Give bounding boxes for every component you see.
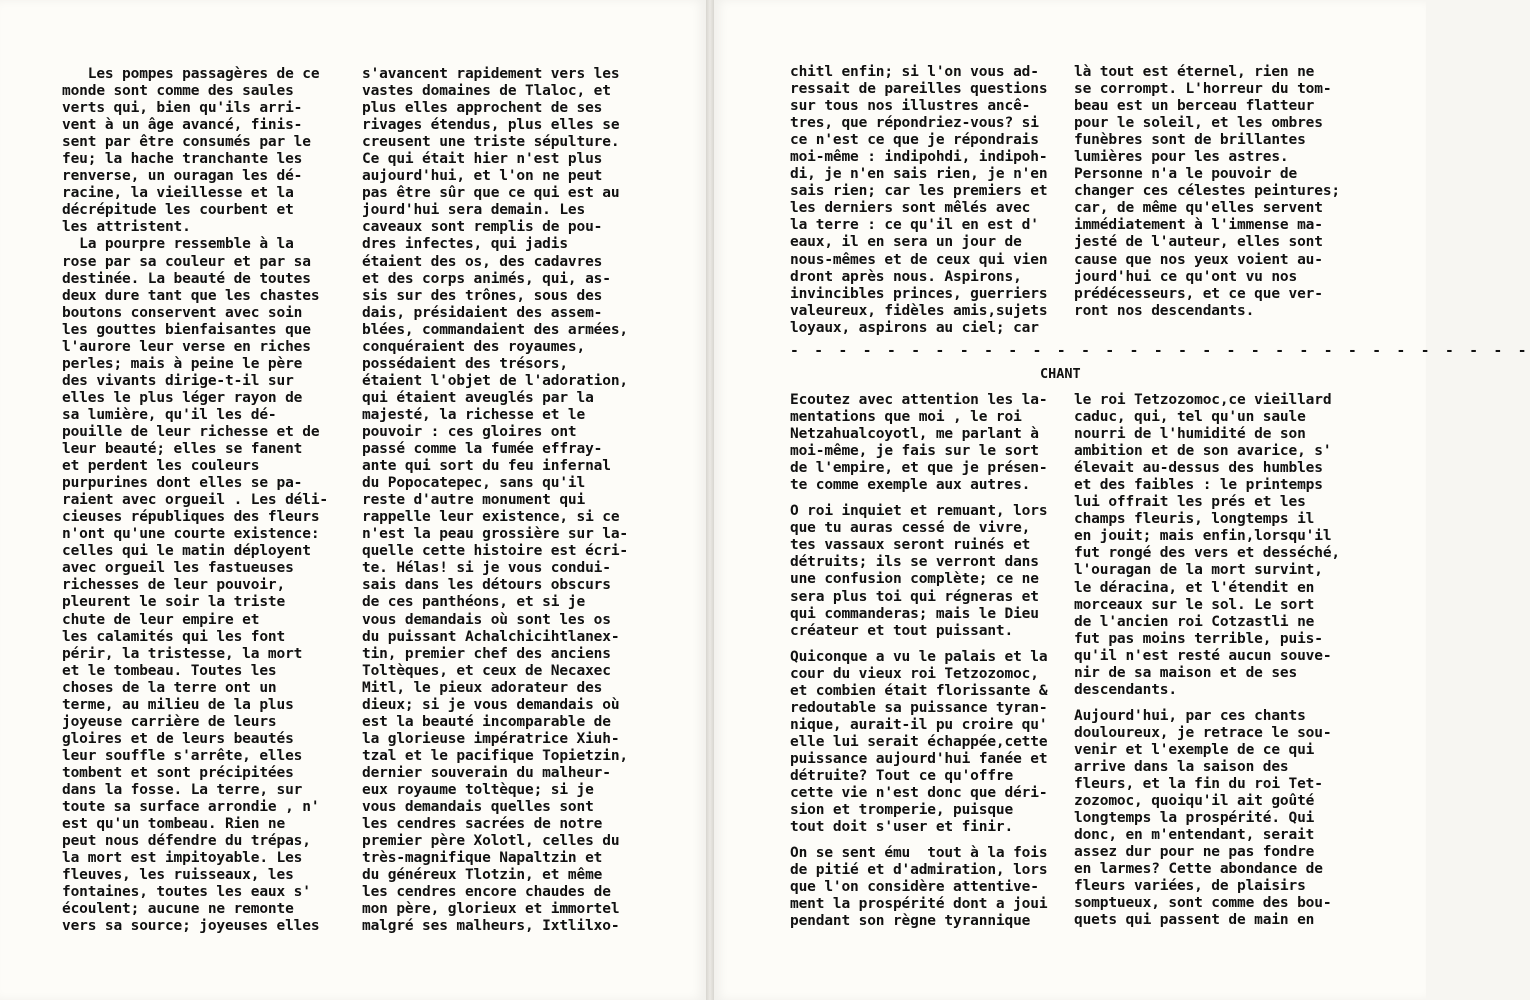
text-line: plus elles approchent de ses [362, 100, 603, 117]
text-line: lui offrait les prés et les [1074, 494, 1306, 511]
text-line: cause que nos yeux voient au- [1074, 251, 1323, 268]
text-line: est la beauté incomparable de [362, 713, 611, 730]
text-line: O roi inquiet et remuant, lors [790, 503, 1048, 520]
text-line: créateur et tout puissant. [790, 622, 1014, 639]
text-line: fut pas moins terrible, puis- [1074, 630, 1323, 647]
text-line: très-magnifique Napaltzin et [362, 850, 603, 867]
text-line: de pitié et d'admiration, lors [790, 862, 1048, 879]
text-line: donc, en m'entendant, serait [1074, 827, 1315, 844]
text-line: le roi Tetzozomoc,ce vieillard [1074, 392, 1332, 408]
text-line: qu'il n'est resté aucun souve- [1074, 647, 1332, 664]
text-line: étaient l'objet de l'adoration, [362, 372, 628, 389]
paragraph-gap [790, 640, 1047, 649]
text-line: vent à un âge avancé, finis- [62, 117, 303, 134]
right-column-2-top [1074, 64, 1340, 320]
text-line: moi-même : indipohdi, indipoh- [790, 149, 1048, 166]
text-line: descendants. [1074, 681, 1177, 698]
paragraph-gap [790, 494, 1047, 503]
text-line: choses de la terre ont un [62, 679, 277, 696]
text-line: et des corps animés, qui, as- [362, 270, 611, 287]
text-line: venir et l'exemple de ce qui [1074, 741, 1315, 758]
text-line: mentations que moi , le roi [790, 409, 1022, 426]
text-line: lumières pour les astres. [1074, 149, 1289, 166]
text-line: te comme exemple aux autres. [790, 477, 1031, 494]
text-line: là tout est éternel, rien ne [1074, 64, 1315, 80]
text-line: tin, premier chef des anciens [362, 645, 611, 662]
text-line: chitl enfin; si l'on vous ad- [790, 64, 1039, 80]
text-line: fleurs variées, de plaisirs [1074, 878, 1306, 895]
text-line: Personne n'a le pouvoir de [1074, 166, 1298, 183]
text-line: gloires et de leurs beautés [62, 730, 294, 747]
text-line: boutons conservent avec soin [62, 304, 303, 321]
text-line: eaux, il en sera un jour de [790, 234, 1022, 251]
text-line: dres infectes, qui jadis [362, 236, 568, 253]
text-line: nourri de l'humidité de son [1074, 426, 1306, 443]
text-line: dieux; si je vous demandais où [362, 696, 620, 713]
text-line: les attristent. [62, 219, 191, 236]
text-line: eux royaume toltèque; si je [362, 781, 594, 798]
text-line: pouille de leur richesse et de [62, 423, 320, 440]
text-line: la terre : ce qu'il en est d' [790, 217, 1039, 234]
text-line: verts qui, bien qu'ils arri- [62, 100, 303, 117]
text-line: loyaux, aspirons au ciel; car [790, 319, 1039, 336]
text-line: valeureux, fidèles amis,sujets [790, 302, 1048, 319]
text-line: invincibles princes, guerriers [790, 285, 1048, 302]
text-line: assez dur pour ne pas fondre [1074, 844, 1315, 861]
text-line: Mitl, le pieux adorateur des [362, 679, 603, 696]
text-line: zozomoc, quoiqu'il ait goûté [1074, 793, 1315, 810]
text-line: sa lumière, qu'il les dé- [62, 406, 277, 423]
text-line: renverse, un ouragan les dé- [62, 168, 303, 185]
text-line: arrive dans la saison des [1074, 758, 1289, 775]
text-line: détruite? Tout ce qu'offre [790, 767, 1014, 784]
text-line: mon père, glorieux et immortel [362, 901, 620, 918]
text-line: et le tombeau. Toutes les [62, 662, 277, 679]
text-line: cour du vieux roi Tetzozomoc, [790, 665, 1039, 682]
text-line: rivages étendus, plus elles se [362, 117, 620, 134]
text-line: étaient des os, des cadavres [362, 253, 603, 270]
text-line: premier père Xolotl, celles du [362, 833, 620, 850]
text-line: blées, commandaient des armées, [362, 321, 628, 338]
text-line: et perdent les couleurs [62, 458, 260, 475]
text-line: dans la fosse. La terre, sur [62, 781, 303, 798]
book-gutter [706, 0, 714, 1000]
text-line: l'ouragan de la mort survint, [1074, 562, 1323, 579]
text-line: redoutable sa puissance tyran- [790, 699, 1048, 716]
text-line: nique, aurait-il pu croire qu' [790, 716, 1048, 733]
text-line: leur beauté; elles se fanent [62, 441, 303, 458]
text-line: Toltèques, et ceux de Necaxec [362, 662, 611, 679]
text-line: rappelle leur existence, si ce [362, 509, 620, 526]
text-line: avec orgueil les fastueuses [62, 560, 294, 577]
text-line: leur souffle s'arrête, elles [62, 747, 303, 764]
text-line: Netzahualcoyotl, me parlant à [790, 426, 1039, 443]
text-line: ante qui sort du feu infernal [362, 458, 611, 475]
text-line: les gouttes bienfaisantes que [62, 321, 311, 338]
text-line: nous-mêmes et de ceux qui vien [790, 251, 1048, 268]
text-line: du généreux Tlotzin, et même [362, 867, 603, 884]
text-line: cieuses républiques des fleurs [62, 509, 320, 526]
text-line: richesses de leur pouvoir, [62, 577, 286, 594]
right-column-2-bottom [1074, 392, 1340, 929]
text-line: n'ont qu'une courte existence: [62, 526, 320, 543]
text-line: ambition et de son avarice, s' [1074, 443, 1332, 460]
text-line: elles le plus léger rayon de [62, 389, 303, 406]
text-line: vous demandais quelles sont [362, 799, 594, 816]
text-line: dront après nous. Aspirons, [790, 268, 1022, 285]
text-line: élevait au-dessus des humbles [1074, 460, 1323, 477]
text-line: majesté, la richesse et le [362, 406, 586, 423]
text-line: sais dans les détours obscurs [362, 577, 611, 594]
text-line: Quiconque a vu le palais et la [790, 648, 1048, 665]
text-line: ront nos descendants. [1074, 302, 1255, 319]
text-line: que tu auras cessé de vivre, [790, 520, 1031, 537]
text-line: di, je n'en sais rien, je n'en [790, 166, 1048, 183]
left-column-1 [62, 66, 328, 935]
text-line: toute sa surface arrondie , n' [62, 799, 320, 816]
text-line: caduc, qui, tel qu'un saule [1074, 409, 1306, 426]
text-line: détruits; ils se verront dans [790, 554, 1039, 571]
text-line: pas être sûr que ce qui est au [362, 185, 620, 202]
text-line: te. Hélas! si je vous condui- [362, 560, 611, 577]
text-line: fontaines, toutes les eaux s' [62, 884, 311, 901]
text-line: sis sur des trônes, sous des [362, 287, 603, 304]
text-line: n'est la peau grossière sur la- [362, 526, 628, 543]
text-line: fleurs, et la fin du roi Tet- [1074, 776, 1323, 793]
text-line: conquéraient des royaumes, [362, 338, 586, 355]
text-line: du puissant Achalchicihtlanex- [362, 628, 620, 645]
text-line: car, de même qu'elles servent [1074, 200, 1323, 217]
text-line: le déracina, et l'étendit en [1074, 579, 1315, 596]
text-line: les cendres encore chaudes de [362, 884, 611, 901]
text-line: la glorieuse impératrice Xiuh- [362, 730, 620, 747]
text-line: morceaux sur le sol. Le sort [1074, 596, 1315, 613]
text-line: joyeuse carrière de leurs [62, 713, 277, 730]
text-line: malgré ses malheurs, Ixtlilxo- [362, 918, 620, 935]
text-line: celles qui le matin déployent [62, 543, 311, 560]
text-line: se corrompt. L'horreur du tom- [1074, 81, 1332, 98]
text-line: peut nous défendre du trépas, [62, 833, 311, 850]
text-line: tres, que répondriez-vous? si [790, 115, 1039, 132]
text-line: douloureux, je retrace le sou- [1074, 724, 1332, 741]
text-line: destinée. La beauté de toutes [62, 270, 311, 287]
section-title: CHANT [1040, 366, 1081, 382]
text-line: sur tous nos illustres ancê- [790, 98, 1031, 115]
text-line: jourd'hui sera demain. Les [362, 202, 586, 219]
paragraph-gap [790, 836, 1047, 845]
text-line: dernier souverain du malheur- [362, 764, 611, 781]
text-line: Aujourd'hui, par ces chants [1074, 707, 1306, 724]
text-line: et combien était florissante & [790, 682, 1048, 699]
text-line: On se sent ému tout à la fois [790, 845, 1048, 862]
text-line: raient avec orgueil . Les déli- [62, 492, 328, 509]
right-column-1-bottom [790, 392, 1047, 930]
text-line: quets qui passent de main en [1074, 912, 1315, 929]
text-line: l'aurore leur verse en riches [62, 338, 311, 355]
text-line: les calamités qui les font [62, 628, 286, 645]
text-line: cette vie n'est donc que déri- [790, 785, 1048, 802]
text-line: pour le soleil, et les ombres [1074, 115, 1323, 132]
text-line: des vivants dirige-t-il sur [62, 372, 294, 389]
text-line: reste d'autre monument qui [362, 492, 586, 509]
text-line: moi-même, je fais sur le sort [790, 443, 1039, 460]
text-line: possédaient des trésors, [362, 355, 568, 372]
text-line: est qu'un tombeau. Rien ne [62, 816, 286, 833]
text-line: vers sa source; joyeuses elles [62, 918, 320, 935]
text-line: Ecoutez avec attention les la- [790, 392, 1048, 408]
text-line: monde sont comme des saules [62, 83, 294, 100]
text-line: de l'ancien roi Cotzastli ne [1074, 613, 1315, 630]
text-line: de l'empire, et que je présen- [790, 460, 1048, 477]
text-line: décrépitude les courbent et [62, 202, 294, 219]
text-line: dais, présidaient des assem- [362, 304, 603, 321]
text-line: ce n'est ce que je répondrais [790, 132, 1039, 149]
text-line: les cendres sacrées de notre [362, 816, 603, 833]
text-line: quelle cette histoire est écri- [362, 543, 628, 560]
text-line: et des faibles : le printemps [1074, 477, 1323, 494]
section-separator: - - - - - - - - - - - - - - - - - - - - - - - - - - - - - - - [790, 343, 1530, 359]
text-line: perles; mais à peine le père [62, 355, 303, 372]
text-line: pouvoir : ces gloires ont [362, 423, 577, 440]
text-line: chute de leur empire et [62, 611, 260, 628]
text-line: en larmes? Cette abondance de [1074, 861, 1323, 878]
text-line: vastes domaines de Tlaloc, et [362, 83, 611, 100]
text-line: La pourpre ressemble à la [62, 236, 294, 253]
text-line: jourd'hui ce qu'ont vu nos [1074, 268, 1298, 285]
text-line: les derniers sont mêlés avec [790, 200, 1031, 217]
paragraph-gap [1074, 699, 1340, 708]
text-line: prédécesseurs, et ce que ver- [1074, 285, 1323, 302]
text-line: puissance aujourd'hui fanée et [790, 750, 1048, 767]
text-line: feu; la hache tranchante les [62, 151, 303, 168]
text-line: sion et tromperie, puisque [790, 802, 1014, 819]
text-line: caveaux sont remplis de pou- [362, 219, 603, 236]
text-line: sais rien; car les premiers et [790, 183, 1048, 200]
text-line: ressait de pareilles questions [790, 81, 1048, 98]
text-line: racine, la vieillesse et la [62, 185, 294, 202]
text-line: rose par sa couleur et par sa [62, 253, 311, 270]
text-line: tes vassaux seront ruinés et [790, 537, 1031, 554]
text-line: champs fleuris, longtemps il [1074, 511, 1315, 528]
text-line: en jouit; mais enfin,lorsqu'il [1074, 528, 1332, 545]
text-line: Les pompes passagères de ce [62, 66, 320, 82]
text-line: deux dure tant que les chastes [62, 287, 320, 304]
text-line: funèbres sont de brillantes [1074, 132, 1306, 149]
text-line: périr, la tristesse, la mort [62, 645, 303, 662]
text-line: sent par être consumés par le [62, 134, 311, 151]
text-line: vous demandais où sont les os [362, 611, 611, 628]
text-line: fut rongé des vers et desséché, [1074, 545, 1340, 562]
text-line: une confusion complète; ce ne [790, 571, 1039, 588]
text-line: qui étaient aveuglés par la [362, 389, 594, 406]
text-line: creusent une triste sépulture. [362, 134, 620, 151]
text-line: sera plus toi qui régneras et [790, 588, 1039, 605]
right-column-1-top [790, 64, 1047, 337]
text-line: passé comme la fumée effray- [362, 441, 603, 458]
text-line: nir de sa maison et de ses [1074, 664, 1298, 681]
text-line: elle lui serait échappée,cette [790, 733, 1048, 750]
text-line: que l'on considère attentive- [790, 879, 1039, 896]
text-line: pendant son règne tyrannique [790, 913, 1031, 930]
text-line: changer ces célestes peintures; [1074, 183, 1340, 200]
text-line: aujourd'hui, et l'on ne peut [362, 168, 603, 185]
text-line: tzal et le pacifique Topietzin, [362, 747, 628, 764]
text-line: fleuves, les ruisseaux, les [62, 867, 294, 884]
text-line: écoulent; aucune ne remonte [62, 901, 294, 918]
text-line: s'avancent rapidement vers les [362, 66, 620, 82]
text-line: immédiatement à l'immense ma- [1074, 217, 1323, 234]
text-line: somptueux, sont comme des bou- [1074, 895, 1332, 912]
text-line: du Popocatepec, sans qu'il [362, 475, 586, 492]
text-line: de ces panthéons, et si je [362, 594, 586, 611]
left-column-2 [362, 66, 628, 935]
text-line: longtemps la prospérité. Qui [1074, 810, 1315, 827]
text-line: ment la prospérité dont a joui [790, 896, 1048, 913]
text-line: qui commanderas; mais le Dieu [790, 605, 1039, 622]
text-line: Ce qui était hier n'est plus [362, 151, 603, 168]
text-line: terme, au milieu de la plus [62, 696, 294, 713]
text-line: beau est un berceau flatteur [1074, 98, 1315, 115]
text-line: tout doit s'user et finir. [790, 819, 1014, 836]
text-line: purpurines dont elles se pa- [62, 475, 303, 492]
text-line: jesté de l'auteur, elles sont [1074, 234, 1323, 251]
text-line: la mort est impitoyable. Les [62, 850, 303, 867]
text-line: tombent et sont précipitées [62, 764, 294, 781]
text-line: pleurent le soir la triste [62, 594, 286, 611]
